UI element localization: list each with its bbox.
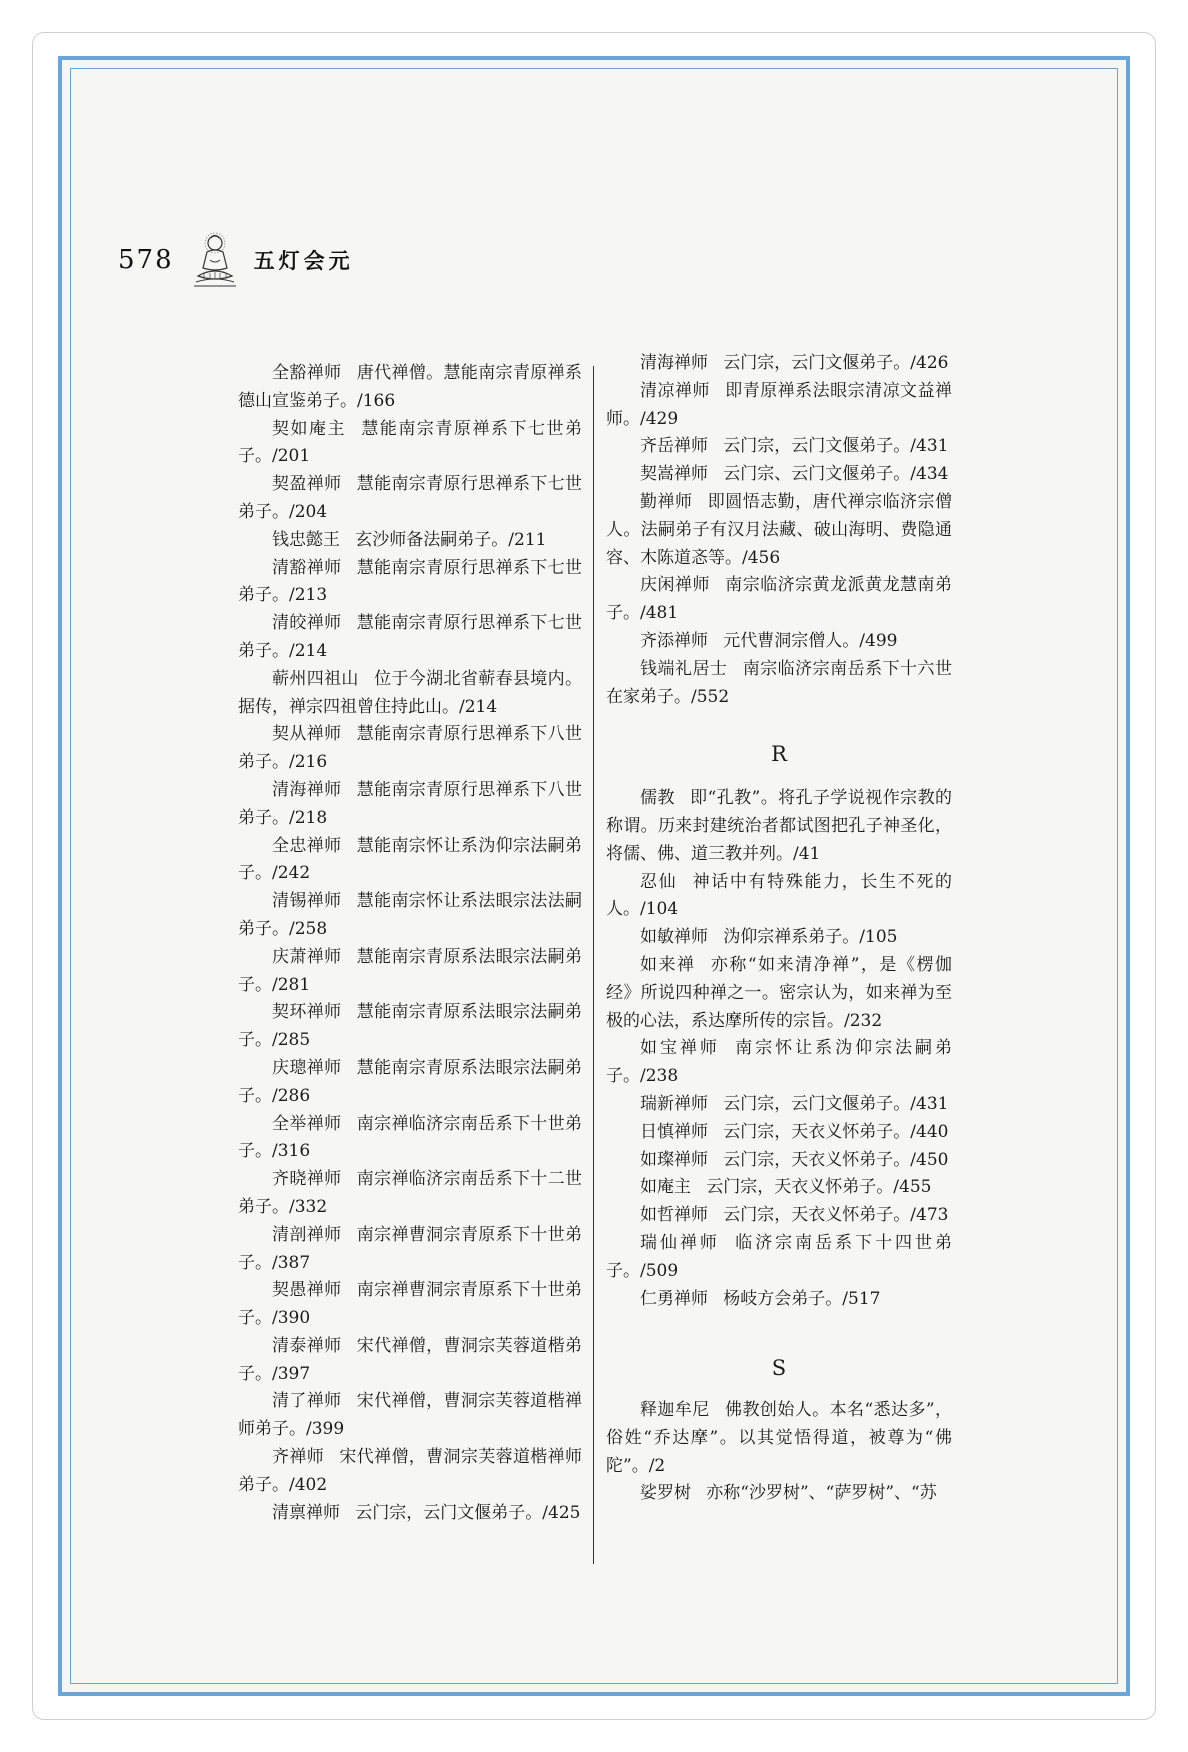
entry-description: 南宗临济宗黄龙派黄龙慧南弟子。/481 (606, 575, 953, 624)
entry-term: 齐禅师 (272, 1447, 325, 1468)
entry-description: 唐代禅僧。慧能南宗青原禅系德山宣鉴弟子。/166 (238, 363, 583, 411)
section-r-entries (606, 785, 952, 1313)
entry-description: 宋代禅僧，曹洞宗芙蓉道楷禅师弟子。/402 (238, 1447, 583, 1495)
index-entry (606, 433, 952, 461)
entry-term: 瑞仙禅师 (640, 1232, 720, 1253)
entry-description: 宋代禅僧，曹洞宗芙蓉道楷禅师弟子。/399 (238, 1391, 583, 1440)
section-letter-r: R (771, 742, 787, 767)
index-entry (606, 572, 952, 628)
index-entry (238, 1500, 582, 1528)
index-entry (606, 1480, 952, 1508)
entry-term: 如宝禅师 (640, 1038, 720, 1059)
entry-description: 云门宗，云门文偃弟子。/425 (355, 1502, 581, 1523)
index-entry (238, 944, 582, 1000)
entry-term: 契愚禅师 (272, 1280, 342, 1301)
entry-description: 慧能南宗青原系法眼宗法嗣弟子。/281 (238, 946, 583, 995)
index-entry (238, 1444, 582, 1500)
entry-term: 仁勇禅师 (640, 1288, 708, 1309)
entry-description: 南宗禅临济宗南岳系下十二世弟子。/332 (238, 1169, 583, 1217)
index-entry (238, 721, 582, 777)
buddha-icon (190, 232, 240, 288)
entry-description: 宋代禅僧，曹洞宗芙蓉道楷弟子。/397 (238, 1335, 583, 1384)
entry-description: 南宗禅曹洞宗青原系下十世弟子。/387 (238, 1224, 583, 1273)
entry-term: 庆璁禅师 (272, 1057, 342, 1078)
entry-term: 契从禅师 (272, 724, 342, 745)
page-number: 578 (118, 245, 174, 275)
index-entry (606, 952, 952, 1035)
entry-description: 慧能南宗青原禅系下七世弟子。/201 (238, 418, 583, 467)
entry-term: 儒教 (640, 788, 675, 809)
index-entry (606, 924, 952, 952)
entry-description: 临济宗南岳系下十四世弟子。/509 (606, 1232, 953, 1281)
entry-term: 如璨禅师 (640, 1149, 708, 1170)
index-entry (238, 1222, 582, 1278)
entry-term: 钱端礼居士 (640, 658, 728, 679)
entry-term: 庆萧禅师 (272, 946, 342, 967)
index-entry (606, 1230, 952, 1286)
index-entry (606, 1147, 952, 1175)
index-entry (238, 833, 582, 889)
page-frame-inner-border (70, 68, 1118, 1684)
index-entry (606, 1091, 952, 1119)
entry-term: 清海禅师 (640, 353, 708, 373)
index-entry (606, 869, 952, 925)
entry-term: 清泰禅师 (272, 1335, 342, 1356)
entry-term: 如庵主 (640, 1177, 691, 1198)
entry-term: 勤禅师 (640, 491, 693, 512)
column-divider (593, 366, 594, 1564)
entry-description: 南宗怀让系沩仰宗法嗣弟子。/238 (606, 1038, 953, 1087)
index-entry (606, 1174, 952, 1202)
index-entry (606, 656, 952, 712)
entry-description: 云门宗、云门文偃弟子。/434 (723, 464, 949, 485)
entry-term: 清锡禅师 (272, 891, 342, 912)
index-entry (238, 777, 582, 833)
entry-term: 清豁禅师 (272, 557, 342, 578)
entry-description: 沩仰宗禅系弟子。/105 (723, 927, 898, 948)
book-title: 五灯会元 (253, 248, 354, 273)
index-entry (606, 1202, 952, 1230)
entry-term: 齐岳禅师 (640, 436, 708, 457)
index-entry (238, 555, 582, 611)
index-entry (606, 1286, 952, 1314)
index-entry (606, 1119, 952, 1147)
entry-description: 慧能南宗青原系法眼宗法嗣弟子。/285 (238, 1002, 583, 1051)
entry-description: 南宗临济宗南岳系下十六世在家弟子。/552 (606, 658, 953, 707)
entry-description: 南宗禅临济宗南岳系下十世弟子。/316 (238, 1113, 583, 1162)
entry-description: 云门宗，云门文偃弟子。/431 (723, 436, 949, 457)
entry-description: 慧能南宗青原行思禅系下七世弟子。/214 (238, 613, 583, 661)
entry-term: 契环禅师 (272, 1002, 342, 1023)
entry-description: 慧能南宗青原行思禅系下八世弟子。/218 (238, 779, 583, 828)
entry-description: 位于今湖北省蕲春县境内。据传，禅宗四祖曾住持此山。/214 (238, 668, 583, 717)
index-entry (606, 461, 952, 489)
entry-description: 慧能南宗青原行思禅系下七世弟子。/213 (238, 557, 583, 606)
entry-term: 契如庵主 (272, 418, 347, 439)
index-entry (238, 999, 582, 1055)
entry-description: 慧能南宗青原系法眼宗法嗣弟子。/286 (238, 1057, 583, 1106)
entry-term: 清了禅师 (272, 1391, 342, 1412)
entry-description: 云门宗，天衣义怀弟子。/455 (706, 1177, 932, 1198)
entry-description: 佛教创始人。本名“悉达多”，俗姓“乔达摩”。以其觉悟得道，被尊为“佛陀”。/2 (606, 1400, 953, 1476)
left-column (238, 360, 582, 1527)
entry-description: 即圆悟志勤，唐代禅宗临济宗僧人。法嗣弟子有汉月法藏、破山海明、费隐通容、木陈道忞等。/456 (606, 491, 953, 568)
entry-description: 慧能南宗青原行思禅系下八世弟子。/216 (238, 724, 583, 773)
index-entry (606, 489, 952, 572)
entry-description: 慧能南宗青原行思禅系下七世弟子。/204 (238, 474, 583, 522)
index-entry (606, 350, 952, 378)
entry-term: 契嵩禅师 (640, 464, 708, 485)
right-column (606, 350, 952, 1508)
entry-term: 清凉禅师 (640, 380, 710, 401)
entry-description: 亦称“沙罗树”、“萨罗树”、“苏 (706, 1483, 937, 1504)
entry-description: 亦称“如来清净禅”，是《楞伽经》所说四种禅之一。密宗认为，如来禅为至极的心法，系达摩所传的宗旨。/232 (606, 954, 952, 1031)
entry-term: 忍仙 (640, 871, 678, 892)
index-entry (606, 785, 952, 868)
index-entry (238, 1166, 582, 1222)
entry-term: 清皎禅师 (272, 613, 342, 634)
index-entry (238, 1055, 582, 1111)
index-entry (238, 1111, 582, 1167)
right-column-entries (606, 350, 952, 711)
section-s-entries (606, 1397, 952, 1508)
entry-term: 契盈禅师 (272, 474, 342, 495)
index-entry (238, 666, 582, 722)
index-entry (238, 888, 582, 944)
entry-term: 清海禅师 (272, 779, 342, 800)
entry-description: 云门宗，云门文偃弟子。/426 (723, 353, 949, 373)
section-letter-s: S (771, 1356, 787, 1381)
entry-description: 即青原禅系法眼宗清凉文益禅师。/429 (606, 380, 953, 429)
page-header (118, 230, 354, 290)
entry-term: 清剖禅师 (272, 1224, 342, 1245)
entry-description: 南宗禅曹洞宗青原系下十世弟子。/390 (238, 1280, 583, 1329)
index-entry (238, 1388, 582, 1444)
entry-term: 齐晓禅师 (272, 1169, 342, 1190)
index-entry (238, 360, 582, 416)
index-entry (238, 1277, 582, 1333)
entry-term: 如敏禅师 (640, 927, 708, 948)
entry-term: 庆闲禅师 (640, 575, 710, 596)
entry-description: 元代曹洞宗僧人。/499 (723, 630, 898, 651)
entry-term: 蕲州四祖山 (272, 668, 359, 689)
entry-description: 云门宗，天衣义怀弟子。/440 (723, 1121, 949, 1142)
entry-term: 日慎禅师 (640, 1121, 708, 1142)
entry-description: 慧能南宗怀让系沩仰宗法嗣弟子。/242 (238, 835, 583, 884)
entry-description: 玄沙师备法嗣弟子。/211 (355, 529, 547, 550)
index-entry (606, 628, 952, 656)
index-entry (238, 1333, 582, 1389)
entry-term: 钱忠懿王 (272, 529, 340, 550)
entry-term: 清禀禅师 (272, 1502, 340, 1523)
entry-term: 如哲禅师 (640, 1205, 708, 1226)
entry-term: 瑞新禅师 (640, 1093, 708, 1114)
index-entry (606, 1397, 952, 1480)
entry-term: 全忠禅师 (272, 835, 342, 856)
entry-description: 云门宗，天衣义怀弟子。/450 (723, 1149, 949, 1170)
index-entry (238, 527, 582, 555)
entry-description: 即“孔教”。将孔子学说视作宗教的称谓。历来封建统治者都试图把孔子神圣化，将儒、佛、道三教并列。/41 (606, 788, 953, 864)
index-entry (606, 1035, 952, 1091)
index-entry (606, 378, 952, 434)
entry-description: 杨岐方会弟子。/517 (723, 1288, 881, 1309)
entry-term: 释迦牟尼 (640, 1400, 710, 1421)
entry-term: 娑罗树 (640, 1483, 691, 1504)
entry-term: 齐添禅师 (640, 630, 708, 651)
entry-term: 全举禅师 (272, 1113, 342, 1134)
entry-description: 云门宗，天衣义怀弟子。/473 (723, 1205, 949, 1226)
entry-term: 如来禅 (640, 954, 696, 975)
entry-description: 神话中有特殊能力，长生不死的人。/104 (606, 871, 953, 920)
index-entry (238, 610, 582, 666)
entry-term: 全豁禅师 (272, 363, 342, 383)
index-entry (238, 471, 582, 527)
index-entry (238, 416, 582, 472)
entry-description: 云门宗，云门文偃弟子。/431 (723, 1093, 949, 1114)
page-frame (58, 56, 1130, 1696)
entry-description: 慧能南宗怀让系法眼宗法法嗣弟子。/258 (238, 891, 583, 939)
